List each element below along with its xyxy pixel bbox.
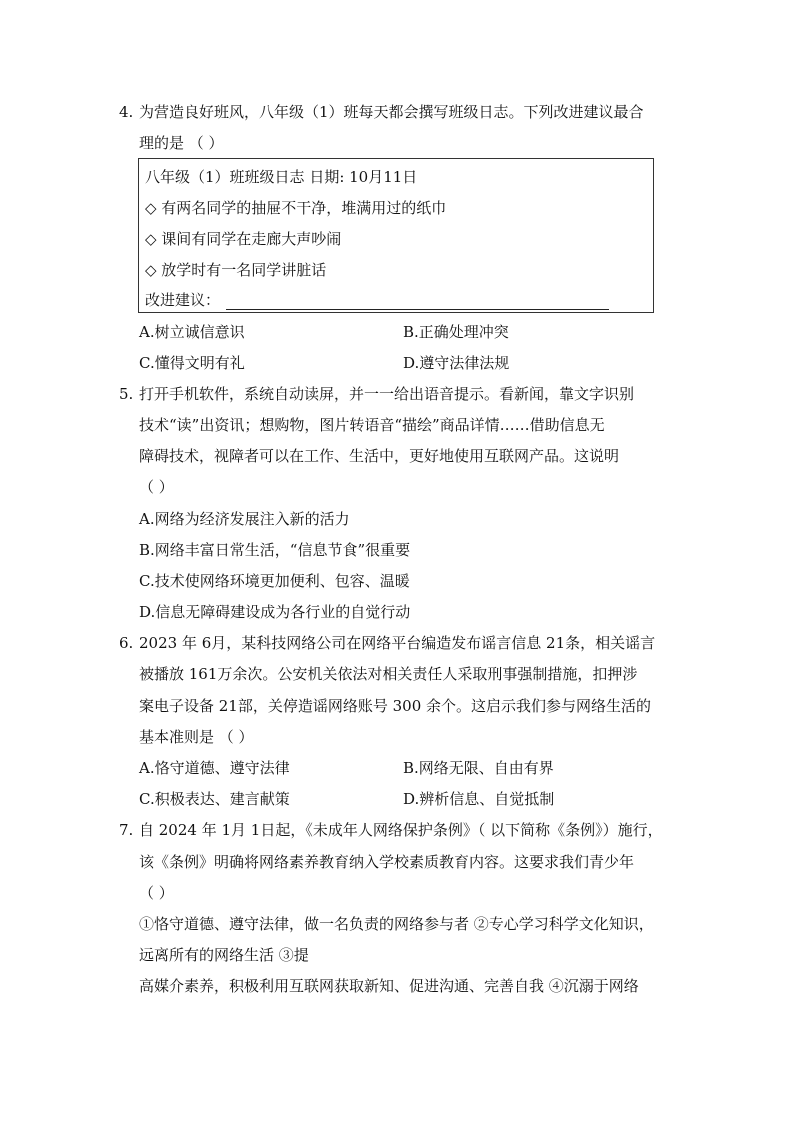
question-4-option-a[interactable]: A.树立诚信意识 [139,323,245,341]
class-log-header: 八年级（1）班班级日志 日期: 10月11日 [145,168,418,186]
question-5-stem-line-3: 障碍技术，视障者可以在工作、生活中，更好地使用互联网产品。这说明 [139,447,620,465]
question-6-stem-line-3: 案电子设备 21部，关停造谣网络账号 300 余个。这启示我们参与网络生活的 [139,697,652,715]
question-7-statement-line-2: 远离所有的网络生活 ③提 [139,946,309,964]
question-6-stem-line-4: 基本准则是 （ ） [139,728,254,746]
question-5-option-b[interactable]: B.网络丰富日常生活，“信息节食”很重要 [139,541,411,559]
question-4-stem-line-1: 为营造良好班风，八年级（1）班每天都会撰写班级日志。下列改进建议最合 [139,103,644,121]
question-4-option-d[interactable]: D.遵守法律法规 [403,354,510,372]
class-log-item-2: ◇ 课间有同学在走廊大声吵闹 [145,230,342,248]
question-5-stem-line-4: （ ） [139,478,174,496]
suggestion-label: 改进建议： [145,291,221,309]
question-5-number: 5. [119,385,134,403]
question-4-option-b[interactable]: B.正确处理冲突 [403,323,509,341]
question-6-option-b[interactable]: B.网络无限、自由有界 [403,759,554,777]
question-7-number: 7. [119,821,134,839]
question-7-stem-line-2: 该《条例》明确将网络素养教育纳入学校素质教育内容。这要求我们青少年 [139,853,635,871]
question-6-option-d[interactable]: D.辨析信息、自觉抵制 [403,790,555,808]
class-log-box [138,158,654,313]
question-4-stem-line-2: 理的是 （ ） [139,134,224,152]
question-4-option-c[interactable]: C.懂得文明有礼 [139,354,245,372]
question-5-option-a[interactable]: A.网络为经济发展注入新的活力 [139,510,350,528]
question-6-option-c[interactable]: C.积极表达、建言献策 [139,790,290,808]
question-6-number: 6. [119,634,134,652]
question-5-stem-line-1: 打开手机软件，系统自动读屏，并一一给出语音提示。看新闻，靠文字识别 [139,385,635,403]
suggestion-blank-line[interactable] [226,309,609,310]
question-6-option-a[interactable]: A.恪守道德、遵守法律 [139,759,290,777]
question-6-stem-line-1: 2023 年 6月，某科技网络公司在网络平台编造发布谣言信息 21条，相关谣言 [139,634,656,652]
question-7-statement-line-1: ①恪守道德、遵守法律，做一名负责的网络参与者 ②专心学习科学文化知识， [139,915,654,933]
question-5-option-c[interactable]: C.技术使网络环境更加便利、包容、温暖 [139,572,410,590]
question-7-stem-line-1: 自 2024 年 1月 1日起，《未成年人网络保护条例》（ 以下简称《条例》）施行， [139,821,663,839]
question-4-number: 4. [119,103,134,121]
class-log-item-1: ◇ 有两名同学的抽屉不干净，堆满用过的纸巾 [145,199,447,217]
question-7-stem-line-3: （ ） [139,884,174,902]
question-7-statement-line-3: 高媒介素养，积极利用互联网获取新知、促进沟通、完善自我 ④沉溺于网络 [139,977,639,995]
question-6-stem-line-2: 被播放 161万余次。公安机关依法对相关责任人采取刑事强制措施，扣押涉 [139,665,638,683]
question-5-stem-line-2: 技术“读”出资讯；想购物，图片转语音“描绘”商品详情……借助信息无 [139,416,605,434]
question-5-option-d[interactable]: D.信息无障碍建设成为各行业的自觉行动 [139,603,411,621]
class-log-item-3: ◇ 放学时有一名同学讲脏话 [145,261,327,279]
